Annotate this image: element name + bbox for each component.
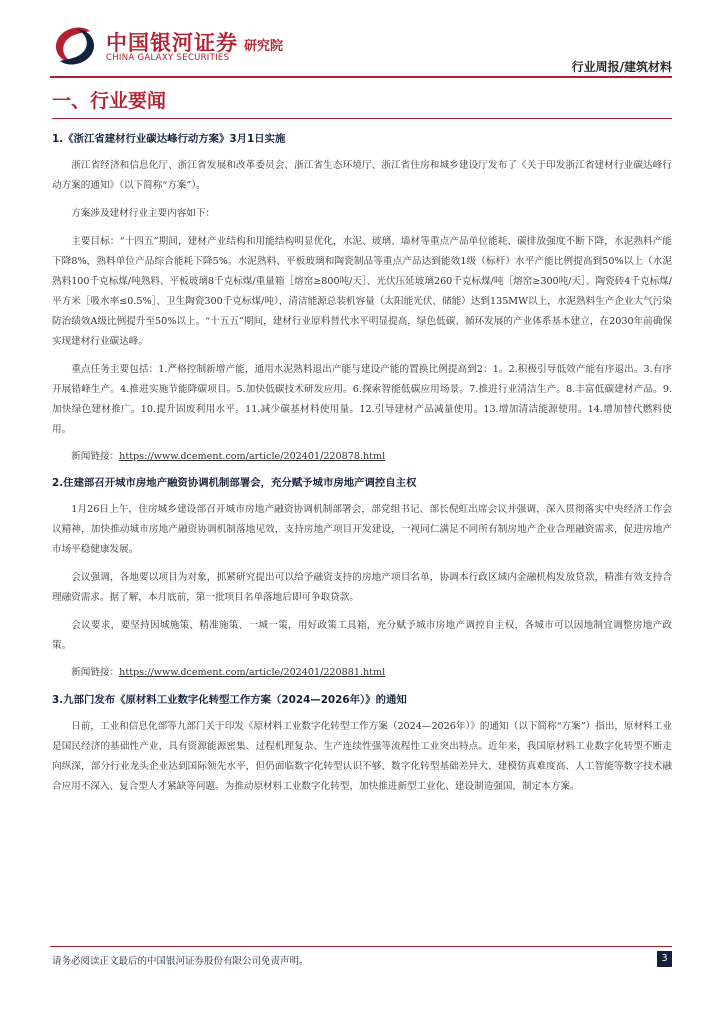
news-link-line [52, 447, 672, 467]
report-type-label: 行业周报/建筑材料 [571, 60, 672, 74]
news-item-title: 3.九部门发布《原材料工业数字化转型工作方案（2024—2026年）》的通知 [52, 694, 407, 706]
company-logo-text: 中国银河证券 [106, 31, 238, 55]
news-item-title: 1.《浙江省建材行业碳达峰行动方案》3月1日实施 [52, 133, 286, 145]
news-paragraph: 会议强调，各地要以项目为对象，抓紧研究提出可以给予融资支持的房地产项目名单，协调本行政区域内金融机构发放贷款，精准有效支持合理融资需求。据了解，本月底前，第一批项目名单落地后即可争取贷款。 [52, 572, 672, 603]
footer-divider [50, 946, 672, 947]
news-link-line [52, 663, 672, 683]
company-logo-english: CHINA GALAXY SECURITIES [106, 53, 230, 63]
news-link[interactable]: https://www.dcement.com/article/202401/220881.html [119, 667, 386, 678]
header-divider [50, 76, 672, 78]
news-paragraph: 主要目标：“十四五”期间，建材产业结构和用能结构明显优化，水泥、玻璃、墙材等重点产品单位能耗、碳排放强度不断下降，水泥熟料产能下降8%，熟料单位产品综合能耗下降5%。水泥熟料、平板玻璃和陶瓷制品等重点产品达到能效1级（标杆）水平产能比例提高到50%以上（水泥熟料100千克标煤/吨熟料、平板玻璃8千克标煤/重量箱［熔窑≥800吨/天］、光伏压延玻璃260千克标煤/吨［熔窑≥300吨/天］、陶瓷砖4千克标煤/平方米［吸水率≤0.5%］、卫生陶瓷300千克标煤/吨），清洁能源总装机容量（太阳能光伏、储能）达到135MW以上，水泥熟料生产企业大气污染防治绩效A级比例提升至50%以上。“十五五”期间，建材行业原料替代水平明显提高，绿色低碳、循环发展的产业体系基本建立，在2030年前确保实现建材行业碳达峰。 [52, 236, 672, 347]
news-paragraph: 日前，工业和信息化部等九部门关于印发《原材料工业数字化转型工作方案（2024—2026年）》的通知（以下简称“方案”）指出，原材料工业是国民经济的基础性产业，具有资源能源密集、过程机理复杂、生产连续性强等流程性工业突出特点。近年来，我国原材料工业数字化转型不断走向纵深，部分行业龙头企业达到国际领先水平，但仍面临数字化转型认识不够、数字化转型基础差异大、建模仿真难度高、人工智能等数字技术融合应用不深入、复合型人才紧缺等问题。为推动原材料工业数字化转型，加快推进新型工业化、建设制造强国，制定本方案。 [52, 721, 672, 792]
news-item-3 [52, 692, 672, 797]
disclaimer-text: 请务必阅读正文最后的中国银河证券股份有限公司免责声明。 [52, 956, 309, 967]
section-title: 一、行业要闻 [52, 86, 672, 119]
news-link-label: 新闻链接： [71, 451, 120, 462]
news-item-title: 2.住建部召开城市房地产融资协调机制部署会，充分赋予城市房地产调控自主权 [52, 477, 417, 489]
news-paragraph: 浙江省经济和信息化厅、浙江省发展和改革委员会、浙江省生态环境厅、浙江省住房和城乡建设厅发布了《关于印发浙江省建材行业碳达峰行动方案的通知》（以下简称“方案”）。 [52, 160, 672, 191]
news-link[interactable]: https://www.dcement.com/article/202401/220878.html [119, 451, 386, 462]
news-paragraph: 1月26日上午，住房城乡建设部召开城市房地产融资协调机制部署会，部党组书记、部长倪虹出席会议并强调，深入贯彻落实中央经济工作会议精神，加快推动城市房地产融资协调机制落地见效，支持房地产项目开发建设，一视同仁满足不同所有制房地产企业合理融资需求，促进房地产市场平稳健康发展。 [52, 504, 672, 555]
main-content [52, 86, 672, 797]
page-number: 3 [657, 951, 672, 967]
news-paragraph: 方案涉及建材行业主要内容如下： [71, 208, 216, 219]
news-paragraph: 会议要求，要坚持因城施策、精准施策、一城一策，用好政策工具箱，充分赋予城市房地产调控自主权，各城市可以因地制宜调整房地产政策。 [52, 620, 672, 651]
research-institute-label: 研究院 [244, 39, 284, 54]
news-item-2 [52, 475, 672, 683]
news-paragraph: 重点任务主要包括：1.严格控制新增产能，通用水泥熟料退出产能与建设产能的置换比例提高到2：1。2.积极引导低效产能有序退出。3.有序开展错峰生产。4.推进实施节能降碳项目。5.加快低碳技术研发应用。6.探索智能低碳应用场景。7.推进行业清洁生产。8.丰富低碳建材产品。9.加快绿色建材推广。10.提升固废利用水平。11.减少碳基材料使用量。12.引导建材产品减量使用。13.增加清洁能源使用。14.增加替代燃料使用。 [52, 364, 672, 435]
galaxy-logo-icon [52, 25, 98, 67]
news-item-1 [52, 131, 672, 467]
page-header [0, 0, 724, 80]
news-link-label: 新闻链接： [71, 667, 120, 678]
